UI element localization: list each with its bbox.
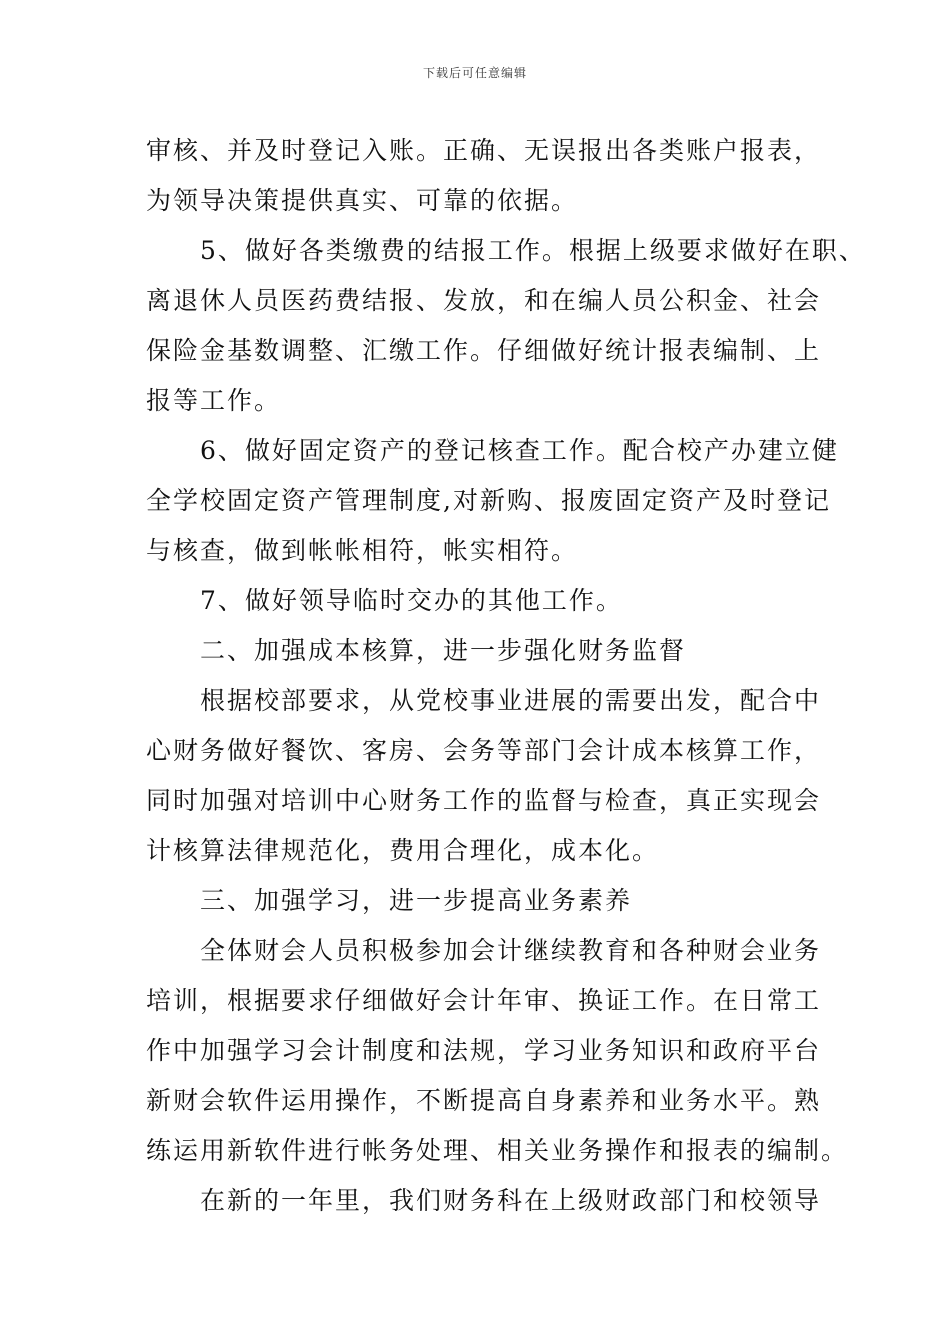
text-line: 同时加强对培训中心财务工作的监督与检查，真正实现会 [146, 786, 822, 815]
text-line: 审核、并及时登记入账。正确、无误报出各类账户报表， [146, 136, 822, 165]
text-line: 心财务做好餐饮、客房、会务等部门会计成本核算工作， [146, 736, 822, 765]
text-line: 作中加强学习会计制度和法规，学习业务知识和政府平台 [146, 1036, 822, 1065]
text-line: 练运用新软件进行帐务处理、相关业务操作和报表的编制。 [146, 1136, 849, 1165]
text-line: 7、做好领导临时交办的其他工作。 [146, 586, 623, 615]
section-heading: 二、加强成本核算，进一步强化财务监督 [146, 636, 687, 665]
document-body [146, 126, 866, 1226]
text-line: 5、做好各类缴费的结报工作。根据上级要求做好在职、 [146, 236, 866, 265]
text-line: 6、做好固定资产的登记核查工作。配合校产办建立健 [146, 436, 839, 465]
text-line: 与核查，做到帐帐相符，帐实相符。 [146, 536, 579, 565]
text-line: 报等工作。 [146, 386, 282, 415]
text-line: 全体财会人员积极参加会计继续教育和各种财会业务 [146, 936, 822, 965]
text-line: 全学校固定资产管理制度,对新购、报废固定资产及时登记 [146, 486, 831, 515]
text-line: 离退休人员医药费结报、发放，和在编人员公积金、社会 [146, 286, 822, 315]
page-header: 下载后可任意编辑 [422, 66, 527, 80]
text-line: 根据校部要求，从党校事业进展的需要出发，配合中 [146, 686, 822, 715]
text-line: 计核算法律规范化，费用合理化，成本化。 [146, 836, 660, 865]
text-line: 在新的一年里，我们财务科在上级财政部门和校领导 [146, 1186, 822, 1215]
text-line: 为领导决策提供真实、可靠的依据。 [146, 186, 579, 215]
section-heading: 三、加强学习，进一步提高业务素养 [146, 886, 633, 915]
text-line: 保险金基数调整、汇缴工作。仔细做好统计报表编制、上 [146, 336, 822, 365]
text-line: 培训，根据要求仔细做好会计年审、换证工作。在日常工 [146, 986, 822, 1015]
text-line: 新财会软件运用操作，不断提高自身素养和业务水平。熟 [146, 1086, 822, 1115]
